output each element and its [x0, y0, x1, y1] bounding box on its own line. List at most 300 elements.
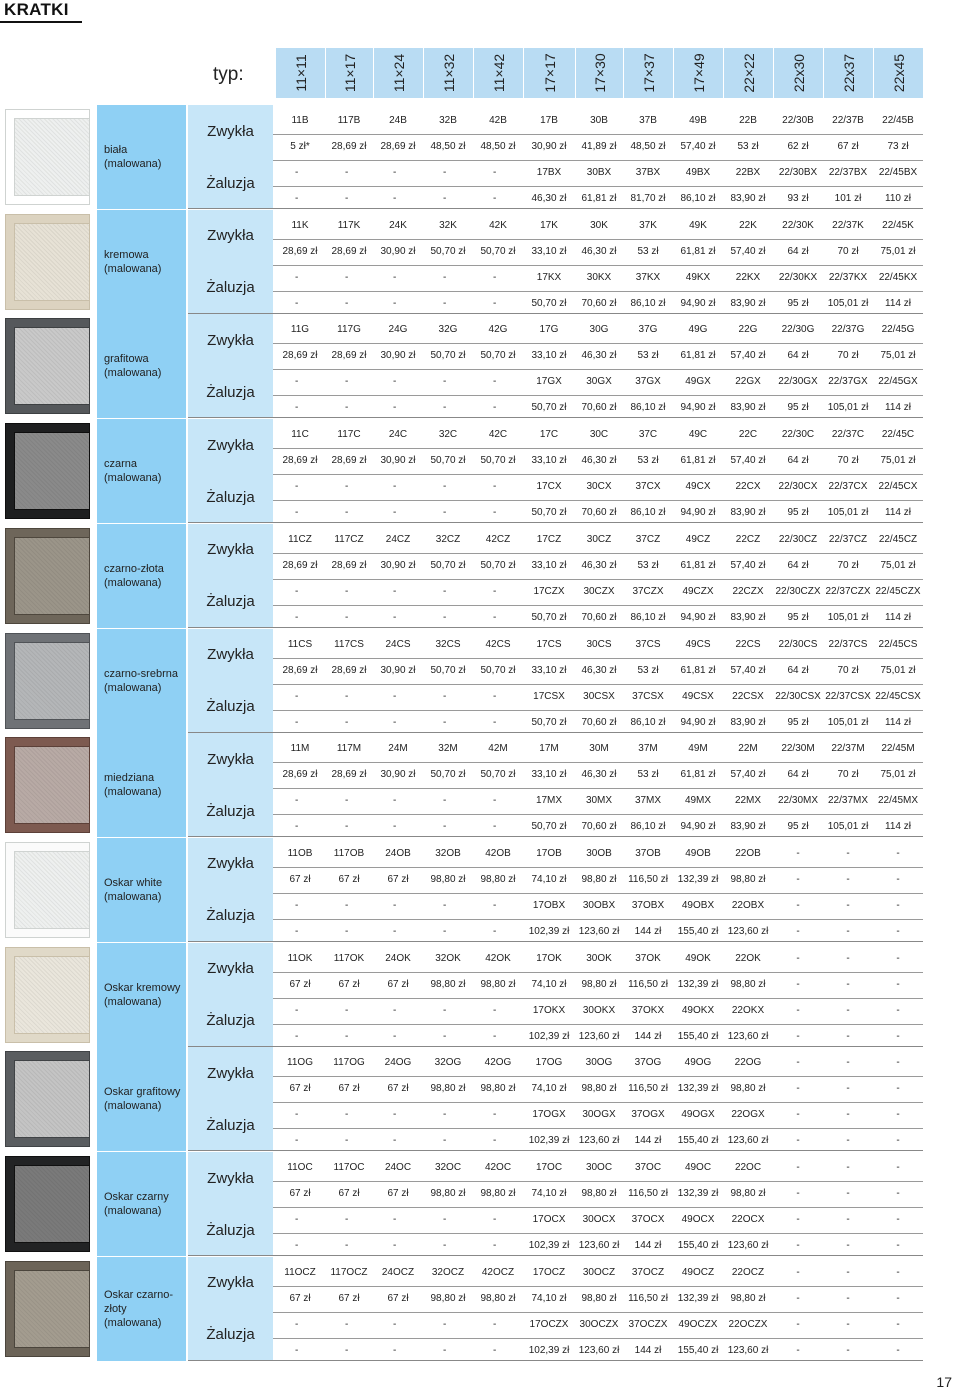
price: 67 zł [289, 978, 311, 990]
price: 132,39 zł [677, 873, 719, 885]
price: 50,70 zł [430, 664, 466, 676]
row-divider [273, 1128, 923, 1129]
price: 102,39 zł [528, 1030, 570, 1042]
type-label: Żaluzja [206, 802, 255, 820]
type-zwykla [188, 733, 273, 785]
price: 30,90 zł [380, 559, 416, 571]
product-code: - [896, 1109, 900, 1121]
price: - [295, 925, 299, 937]
price: - [393, 507, 397, 519]
color-group [0, 838, 960, 942]
price: - [896, 1240, 900, 1251]
price: - [345, 1030, 349, 1042]
color-name [97, 1152, 186, 1256]
product-code: 22/37GX [828, 376, 868, 388]
price: 64 zł [787, 664, 809, 676]
price: - [393, 1030, 397, 1042]
price: 132,39 zł [677, 1188, 719, 1199]
grille-mesh [14, 746, 89, 824]
product-code: 22/30B [782, 115, 814, 126]
price: - [393, 716, 397, 728]
product-code: 17GX [536, 376, 562, 388]
product-code: 22M [738, 743, 758, 755]
row-divider [273, 343, 923, 344]
price: 123,60 zł [727, 1240, 769, 1251]
product-code: - [295, 167, 299, 178]
product-code: 49CS [685, 638, 711, 650]
price: 28,69 zł [331, 350, 367, 362]
price: 94,90 zł [680, 297, 716, 309]
price: 41,89 zł [581, 141, 617, 152]
page-title: KRATKI [4, 0, 69, 19]
price: - [345, 1344, 349, 1356]
price: 61,81 zł [680, 350, 716, 362]
product-code: 117OC [333, 1162, 365, 1173]
price: 114 zł [885, 716, 911, 728]
price: 98,80 zł [581, 1083, 617, 1095]
color-name [97, 629, 186, 733]
product-code: 22GX [735, 376, 761, 388]
row-divider [273, 474, 923, 475]
price: 94,90 zł [680, 402, 716, 414]
price: 57,40 zł [730, 769, 766, 781]
price: 123,60 zł [578, 1135, 620, 1147]
price: 98,80 zł [730, 1083, 766, 1095]
product-code: 22/30BX [778, 167, 818, 178]
product-code: 24M [388, 743, 408, 755]
color-group [0, 629, 960, 733]
type-zaluzja [188, 890, 273, 942]
price: 61,81 zł [680, 769, 716, 781]
product-code: 30OKX [582, 1004, 616, 1016]
row-divider [273, 579, 923, 580]
product-code: 11B [291, 115, 309, 126]
color-group [0, 210, 960, 314]
product-code: 22/37MX [827, 795, 869, 807]
grille-thumbnail [5, 318, 90, 414]
price: 50,70 zł [531, 716, 567, 728]
product-code: 17CZX [533, 585, 565, 597]
product-code: 22B [739, 115, 757, 126]
price: 83,90 zł [730, 402, 766, 414]
row-divider [273, 1076, 923, 1077]
price: 28,69 zł [331, 245, 367, 257]
price: 155,40 zł [677, 1240, 719, 1251]
product-code: - [493, 690, 497, 702]
price: - [295, 1344, 299, 1356]
product-code: 37CZ [635, 533, 661, 545]
price: 132,39 zł [677, 1083, 719, 1095]
product-code: - [443, 585, 447, 597]
product-code: - [345, 795, 349, 807]
product-code: 32B [439, 115, 457, 126]
price: 46,30 zł [581, 350, 617, 362]
price: 50,70 zł [430, 245, 466, 257]
price: 94,90 zł [680, 716, 716, 728]
product-code: 22CZX [732, 585, 764, 597]
product-code: 32M [438, 743, 458, 755]
product-code: 22/45CS [878, 638, 918, 650]
product-code: 22OG [734, 1057, 762, 1069]
price: - [796, 1240, 800, 1251]
product-code: 11OB [287, 847, 313, 859]
price: - [443, 1344, 447, 1356]
price: 50,70 zł [531, 611, 567, 623]
product-code: - [896, 1318, 900, 1330]
product-code: 24OG [384, 1057, 412, 1069]
product-code: 24B [389, 115, 407, 126]
price: - [295, 1135, 299, 1147]
price: 83,90 zł [730, 297, 766, 309]
price: 123,60 zł [727, 1135, 769, 1147]
product-code: 22/45C [881, 429, 915, 441]
type-zwykla [188, 524, 273, 576]
product-code: - [393, 1109, 397, 1121]
color-group [0, 524, 960, 628]
product-code: - [295, 1109, 299, 1121]
product-code: 37CS [635, 638, 661, 650]
price: 46,30 zł [581, 455, 617, 467]
price: - [295, 716, 299, 728]
product-code: 49C [688, 429, 708, 441]
price: 98,80 zł [480, 873, 516, 885]
product-code: - [493, 899, 497, 911]
product-code: - [345, 585, 349, 597]
product-code: 22/45GX [878, 376, 918, 388]
product-code: 49OBX [681, 899, 715, 911]
product-code: 24OK [385, 952, 411, 964]
row-divider [273, 710, 923, 711]
row-divider [273, 239, 923, 240]
price: 116,50 zł [628, 873, 668, 885]
price: 123,60 zł [727, 1030, 769, 1042]
product-code: 22/45KX [878, 271, 918, 283]
product-code: 117G [337, 324, 361, 336]
price: 116,50 zł [628, 1292, 668, 1304]
product-code: - [443, 1109, 447, 1121]
product-code: 49OGX [681, 1109, 715, 1121]
price: 98,80 zł [430, 1188, 466, 1199]
price: 33,10 zł [531, 664, 567, 676]
product-code: 22CSX [732, 690, 764, 702]
price: 46,30 zł [531, 193, 567, 204]
type-zaluzja [188, 366, 273, 418]
product-code: 17OKX [532, 1004, 566, 1016]
price: 132,39 zł [677, 978, 719, 990]
product-code: 17CX [536, 481, 562, 493]
price: 98,80 zł [480, 1188, 516, 1199]
price: - [493, 716, 497, 728]
product-code: - [796, 1318, 800, 1330]
product-code: - [345, 899, 349, 911]
product-code: 24OC [384, 1162, 412, 1173]
product-code: 117OB [333, 847, 365, 859]
product-code: 24K [389, 219, 407, 231]
price: 105,01 zł [827, 821, 869, 833]
price: 144 zł [634, 1344, 662, 1356]
type-zwykla [188, 314, 273, 366]
price: 70,60 zł [581, 402, 617, 414]
price: 116,50 zł [628, 1083, 668, 1095]
price: - [796, 873, 800, 885]
price: 61,81 zł [680, 245, 716, 257]
price: 67 zł [387, 873, 409, 885]
color-group [0, 1257, 960, 1361]
price: - [345, 821, 349, 833]
type-label: Zwykła [207, 436, 254, 454]
product-code: - [896, 1004, 900, 1016]
column-header-label: 17×30 [591, 53, 608, 93]
price: - [345, 611, 349, 623]
price: 102,39 zł [528, 1240, 570, 1251]
column-header [823, 48, 873, 98]
product-code: 30OB [586, 847, 612, 859]
price: 95 zł [787, 507, 809, 519]
color-name-text: biała (malowana) [104, 144, 162, 170]
type-zwykla [188, 943, 273, 995]
product-code: 49OG [684, 1057, 712, 1069]
product-code: 49OCZ [681, 1266, 715, 1278]
price: 74,10 zł [531, 873, 567, 885]
product-code: 22OCZX [728, 1318, 768, 1330]
product-code: 22CX [735, 481, 761, 493]
product-code: 49OC [684, 1162, 712, 1173]
price: 67 zł [289, 1188, 311, 1199]
color-name-text: grafitowa (malowana) [104, 353, 162, 380]
product-code: 17OCZX [529, 1318, 569, 1330]
price: 102,39 zł [528, 925, 570, 937]
product-code: 17BX [536, 167, 562, 178]
price: 64 zł [787, 769, 809, 781]
price: 105,01 zł [827, 402, 869, 414]
product-code: - [846, 1266, 850, 1278]
price: 74,10 zł [531, 1083, 567, 1095]
product-code: 22/45CZ [878, 533, 918, 545]
price: 28,69 zł [282, 769, 318, 781]
product-code: 17CZ [536, 533, 562, 545]
price: - [393, 297, 397, 309]
product-code: 22/30CZX [775, 585, 821, 597]
product-code: 22/37K [832, 219, 864, 231]
price: - [443, 1135, 447, 1147]
grille-mesh [14, 537, 89, 615]
product-code: - [295, 1318, 299, 1330]
product-code: 24CS [385, 638, 411, 650]
type-label: Zwykła [207, 227, 254, 245]
product-code: 30OGX [582, 1109, 616, 1121]
price: - [846, 1083, 850, 1095]
color-name-text: miedziana (malowana) [104, 772, 162, 799]
product-code: 11OCZ [284, 1266, 316, 1278]
price: 155,40 zł [677, 925, 719, 937]
product-code: - [345, 271, 349, 283]
product-code: - [345, 481, 349, 493]
color-group [0, 943, 960, 1047]
price: 116,50 zł [628, 1188, 668, 1199]
price: - [345, 925, 349, 937]
type-zaluzja [188, 1099, 273, 1151]
price: 5 zł* [290, 141, 310, 152]
type-zaluzja [188, 262, 273, 314]
price: 50,70 zł [480, 559, 516, 571]
color-name [97, 733, 186, 837]
product-code: 37OBX [631, 899, 665, 911]
row-divider [273, 814, 923, 815]
price: 33,10 zł [531, 455, 567, 467]
price: 144 zł [634, 1240, 662, 1251]
product-code: 22/37KX [828, 271, 868, 283]
price: 67 zł [338, 1188, 360, 1199]
row-divider [273, 998, 923, 999]
type-label: Żaluzja [206, 698, 255, 715]
price: 70,60 zł [581, 297, 617, 309]
price: - [896, 978, 900, 990]
product-code: - [846, 1318, 850, 1330]
product-code: 32OB [435, 847, 461, 859]
price: - [443, 193, 447, 204]
row-divider [273, 500, 923, 501]
price: 75,01 zł [880, 769, 916, 781]
product-code: 22OB [735, 847, 761, 859]
price: 123,60 zł [578, 1344, 620, 1356]
grille-thumbnail [5, 109, 90, 205]
product-code: 22/30GX [778, 376, 818, 388]
product-code: 42CZ [485, 533, 511, 545]
price: - [846, 1240, 850, 1251]
price: 83,90 zł [730, 821, 766, 833]
row-divider [273, 265, 923, 266]
product-code: - [443, 1318, 447, 1330]
product-code: 24CZ [385, 533, 411, 545]
type-zaluzja [188, 681, 273, 733]
grille-thumbnail [5, 1261, 90, 1357]
product-code: 32OG [434, 1057, 462, 1069]
row-divider [273, 762, 923, 763]
price: - [846, 978, 850, 990]
price: 102,39 zł [528, 1344, 570, 1356]
product-code: 22/30KX [778, 271, 818, 283]
price: 98,80 zł [430, 978, 466, 990]
product-code: - [493, 271, 497, 283]
price: - [493, 925, 497, 937]
column-header-label: 22x30 [790, 53, 807, 93]
product-code: - [493, 376, 497, 388]
product-code: 30OCZX [579, 1318, 619, 1330]
row-divider [273, 1233, 923, 1234]
grille-mesh [14, 1165, 89, 1243]
product-code: - [796, 1057, 800, 1069]
grille-mesh [14, 851, 89, 929]
product-code: 11M [290, 743, 310, 755]
product-code: 37OGX [631, 1109, 665, 1121]
type-label: Zwykła [207, 750, 254, 768]
product-code: 22/45B [882, 115, 914, 126]
price: - [295, 193, 299, 204]
price: 75,01 zł [880, 350, 916, 362]
row-divider [273, 893, 923, 894]
product-code: 17CSX [533, 690, 565, 702]
product-code: 37OK [635, 952, 661, 964]
price: 57,40 zł [730, 350, 766, 362]
price: 62 zł [787, 141, 809, 152]
column-header [373, 48, 423, 98]
product-code: - [796, 847, 800, 859]
product-code: 17M [539, 743, 559, 755]
product-code: 37MX [634, 795, 662, 807]
product-code: 22/45K [882, 219, 914, 231]
price: 53 zł [637, 769, 659, 781]
row-divider [273, 1207, 923, 1208]
product-code: 11CS [287, 638, 313, 650]
product-code: - [393, 1318, 397, 1330]
price: - [796, 925, 800, 937]
price: - [493, 611, 497, 623]
product-code: 32OK [435, 952, 461, 964]
product-code: 17OB [536, 847, 562, 859]
product-code: 37BX [635, 167, 661, 178]
price: - [393, 925, 397, 937]
product-code: 17OC [535, 1162, 563, 1173]
product-code: 22/37CS [828, 638, 868, 650]
product-code: 22/37CZX [825, 585, 871, 597]
product-code: 30OCX [582, 1214, 616, 1225]
price: - [796, 1188, 800, 1199]
price: 50,70 zł [430, 559, 466, 571]
product-code: 117K [337, 219, 361, 231]
price: - [796, 1292, 800, 1304]
price: 64 zł [787, 455, 809, 467]
product-code: 37G [638, 324, 658, 336]
product-code: 49OB [685, 847, 711, 859]
product-code: - [295, 899, 299, 911]
column-header-label: 22x45 [890, 53, 907, 93]
price: 67 zł [338, 873, 360, 885]
price: 144 zł [634, 1135, 662, 1147]
product-code: 42B [489, 115, 507, 126]
price: - [443, 1240, 447, 1251]
type-label: Żaluzja [206, 593, 255, 611]
product-code: 49OCX [681, 1214, 715, 1225]
price: - [443, 925, 447, 937]
product-code: 49G [688, 324, 708, 336]
product-code: - [796, 1266, 800, 1278]
price: 50,70 zł [531, 507, 567, 519]
column-header [423, 48, 473, 98]
type-zwykla [188, 1152, 273, 1204]
type-label: Zwykła [207, 855, 254, 873]
product-code: 30CX [586, 481, 612, 493]
type-label: Żaluzja [206, 488, 255, 506]
type-label: Żaluzja [206, 1012, 255, 1030]
color-name-text: czarno-złota (malowana) [104, 562, 164, 589]
column-header [523, 48, 575, 98]
price: 83,90 zł [730, 507, 766, 519]
price: 75,01 zł [880, 664, 916, 676]
price: - [443, 402, 447, 414]
price: 70 zł [837, 350, 859, 362]
price: 86,10 zł [630, 611, 666, 623]
price: 83,90 zł [730, 716, 766, 728]
product-code: 49CSX [682, 690, 714, 702]
product-code: 49M [688, 743, 708, 755]
type-zwykla [188, 629, 273, 681]
price: 94,90 zł [680, 507, 716, 519]
product-code: 49MX [684, 795, 712, 807]
price: - [443, 821, 447, 833]
product-code: 22/30CS [778, 638, 818, 650]
product-code: 37B [639, 115, 657, 126]
price: 86,10 zł [630, 821, 666, 833]
